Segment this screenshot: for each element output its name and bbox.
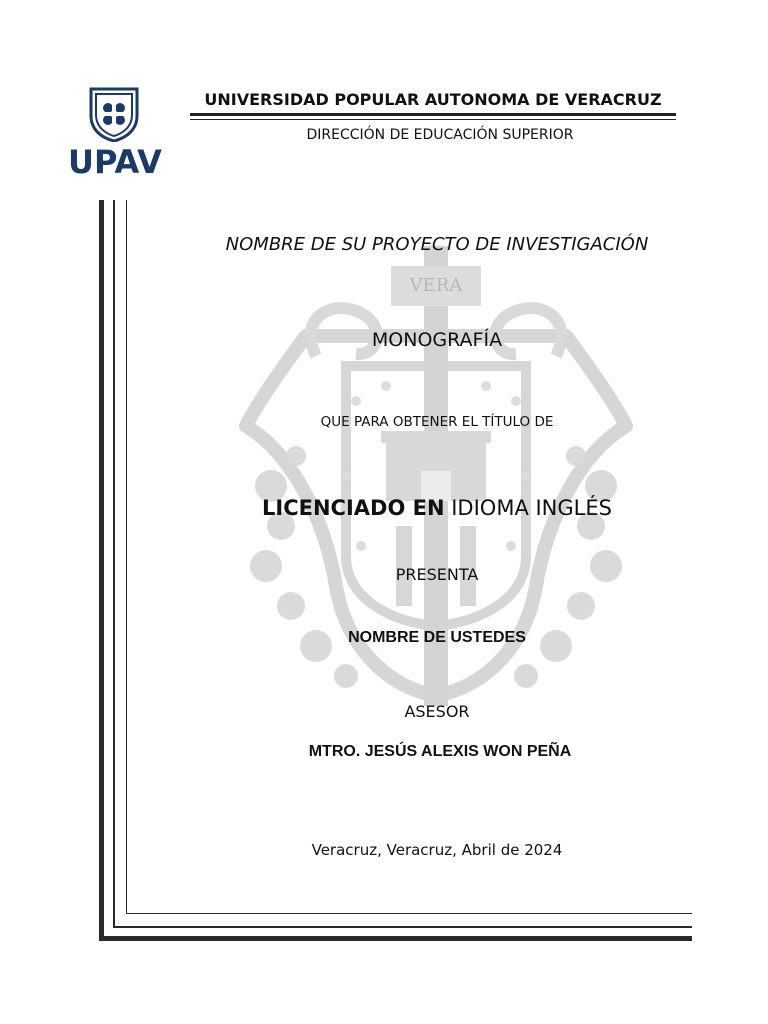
advisor-label: ASESOR [404,702,470,721]
document-type: MONOGRAFÍA [371,329,503,351]
degree-title-bold: LICENCIADO EN [262,496,445,520]
advisor-name: MTRO. JESÚS ALEXIS WON PEÑA [308,743,572,760]
frame-bottom-thin [126,913,692,914]
header-rule-thin [190,119,676,120]
watermark-banner-text: VERA [409,275,463,296]
upav-logo [68,86,160,182]
frame-left-thick [99,200,104,941]
upav-shield-icon [88,86,140,142]
header-rule-thick [190,113,676,116]
degree-title-field: IDIOMA INGLÉS [451,496,612,520]
frame-left-thin [126,200,127,914]
place-date: Veracruz, Veracruz, Abril de 2024 [311,841,563,859]
frame-bottom-mid [113,926,692,928]
coat-of-arms-watermark [236,226,636,726]
frame-bottom-thick [99,936,692,941]
project-title: NOMBRE DE SU PROYECTO DE INVESTIGACIÓN [225,234,649,255]
university-name: UNIVERSIDAD POPULAR AUTONOMA DE VERACRUZ [204,90,662,109]
presenta-label: PRESENTA [395,565,479,584]
upav-logo-text: UPAV [68,143,162,181]
department-name: DIRECCIÓN DE EDUCACIÓN SUPERIOR [306,127,574,143]
obtain-title-text: QUE PARA OBTENER EL TÍTULO DE [320,414,554,430]
student-names: NOMBRE DE USTEDES [348,629,526,646]
frame-left-mid [113,200,115,928]
degree-title [180,494,694,522]
